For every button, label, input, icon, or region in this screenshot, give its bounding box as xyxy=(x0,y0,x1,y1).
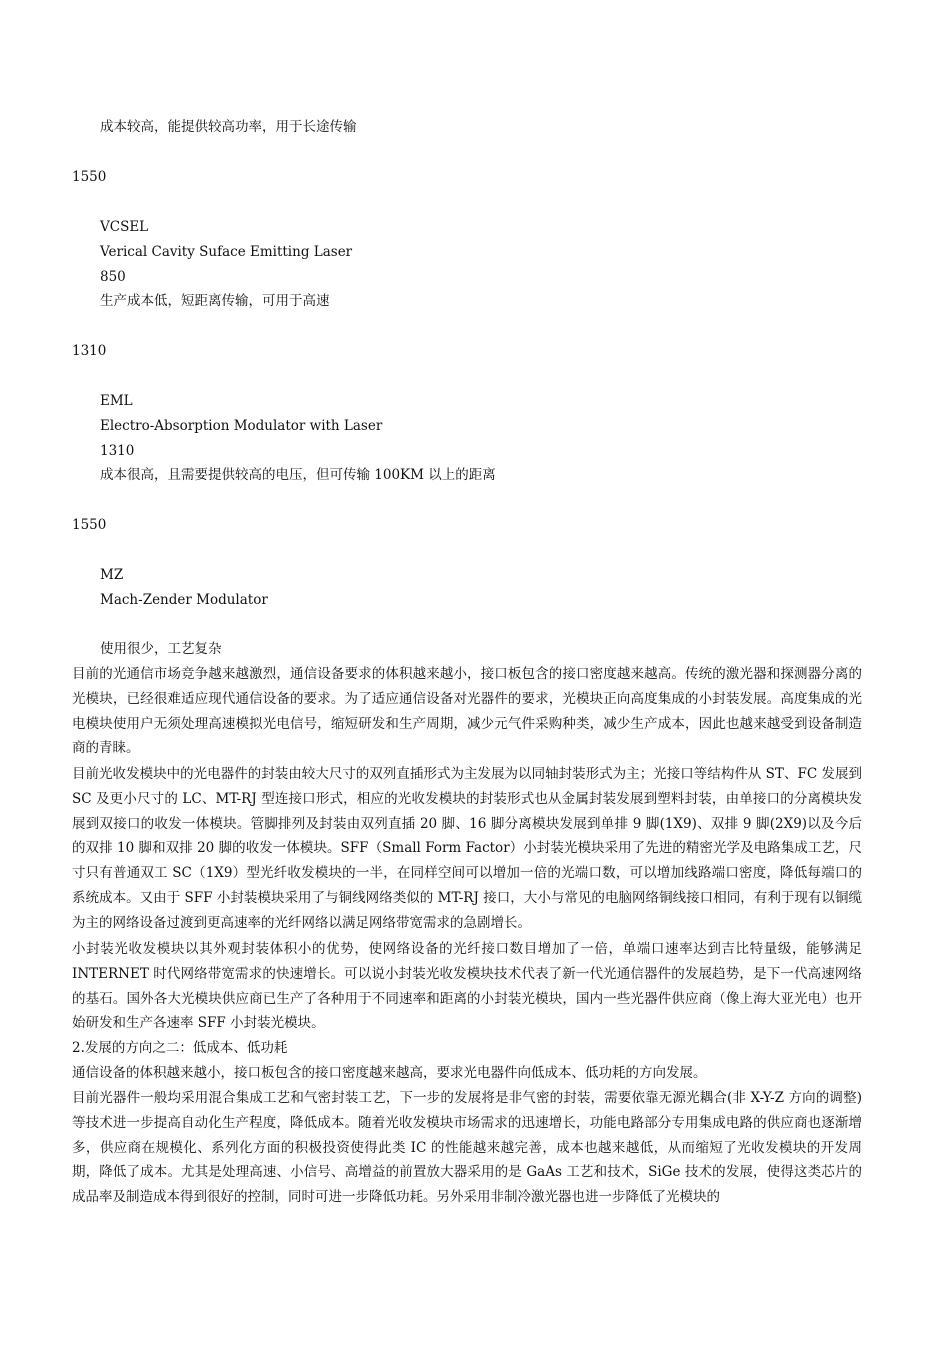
eml-name: EML xyxy=(100,393,133,409)
vcsel-cost-text: 生产成本低，短距离传输，可用于高速 xyxy=(100,293,330,309)
eml-wavelength-2: 1550 xyxy=(72,517,107,533)
dfb-wavelength-2: 1550 xyxy=(72,169,107,185)
vcsel-name: VCSEL xyxy=(100,219,149,235)
paragraph-packaging: 目前光收发模块中的光电器件的封装由较大尺寸的双列直插形式为主发展为以同轴封装形式为主；光接口等结构件从 ST、FC 发展到 SC 及更小尺寸的 LC、MT-RJ 型连接口形式，相应的光收发模块的封装形式也从金属封装发展到塑料封装，由单接口的分离模块发展到双接口的收发一体模块。管脚排列及封装由双列直插 20 脚、16 脚分离模块发展到单排 9 脚(1X9)、双排 9 脚(2X9)以及今后的双排 10 脚和双排 20 脚的收发一体模块。SFF（Small Form Factor）小封装光模块采用了先进的精密光学及电路集成工艺，尺寸只有普通双工 SC（1X9）型光纤收发模块的一半，在同样空间可以增加一倍的光端口数，可以增加线路端口密度，降低每端口的系统成本。又由于 SFF 小封装模块采用了与铜线网络类似的 MT-RJ 接口，大小与常见的电脑网络铜线接口相同，有利于现有以铜缆为主的网络设备过渡到更高速率的光纤网络以满足网络带宽需求的急剧增长。 xyxy=(72,766,862,931)
vcsel-wavelength-2: 1310 xyxy=(72,343,107,359)
paragraph-sff: 小封装光收发模块以其外观封装体积小的优势，使网络设备的光纤接口数目增加了一倍，单端口速率达到吉比特量级，能够满足 INTERNET 时代网络带宽需求的快速增长。可以说小封装光收发模块技术代表了新一代光通信器件的发展趋势，是下一代高速网络的基石。国外各大光模块供应商已生产了各种用于不同速率和距离的小封装光模块，国内一些光器件供应商（像上海大亚光电）也开始研发和生产各速率 SFF 小封装光模块。 xyxy=(72,941,862,1032)
eml-full-name: Electro-Absorption Modulator with Laser xyxy=(100,418,383,434)
mz-cost-text: 使用很少，工艺复杂 xyxy=(100,641,222,657)
paragraph-low-cost-intro: 通信设备的体积越来越小，接口板包含的接口密度越来越高，要求光电器件向低成本、低功耗的方向发展。 xyxy=(72,1065,707,1081)
vcsel-full-name: Verical Cavity Suface Emitting Laser xyxy=(100,244,353,260)
eml-wavelength: 1310 xyxy=(100,443,135,459)
eml-cost-text: 成本很高，且需要提供较高的电压，但可传输 100KM 以上的距离 xyxy=(100,467,496,483)
dfb-cost-text: 成本较高，能提供较高功率，用于长途传输 xyxy=(100,119,357,135)
section-heading-low-cost: 2.发展的方向之二：低成本、低功耗 xyxy=(72,1040,288,1056)
mz-name: MZ xyxy=(100,567,124,583)
mz-full-name: Mach-Zender Modulator xyxy=(100,592,268,608)
paragraph-market: 目前的光通信市场竞争越来越激烈，通信设备要求的体积越来越小，接口板包含的接口密度越来越高。传统的激光器和探测器分离的光模块，已经很难适应现代通信设备的要求。为了适应通信设备对光器件的要求，光模块正向高度集成的小封装发展。高度集成的光电模块使用户无须处理高速模拟光电信号，缩短研发和生产周期，减少元气件采购种类，减少生产成本，因此也越来越受到设备制造商的青睐。 xyxy=(72,666,862,757)
paragraph-integration: 目前光器件一般均采用混合集成工艺和气密封装工艺，下一步的发展将是非气密的封装，需要依靠无源光耦合(非 X-Y-Z 方向的调整)等技术进一步提高自动化生产程度，降低成本。随着光收发模块市场需求的迅速增长，功能电路部分专用集成电路的供应商也逐渐增多，供应商在规模化、系列化方面的积极投资使得此类 IC 的性能越来越完善，成本也越来越低，从而缩短了光收发模块的开发周期，降低了成本。尤其是处理高速、小信号、高增益的前置放大器采用的是 GaAs 工艺和技术，SiGe 技术的发展，使得这类芯片的成品率及制造成本得到很好的控制，同时可进一步降低功耗。另外采用非制冷激光器也进一步降低了光模块的 xyxy=(72,1090,862,1206)
vcsel-wavelength: 850 xyxy=(100,269,126,285)
